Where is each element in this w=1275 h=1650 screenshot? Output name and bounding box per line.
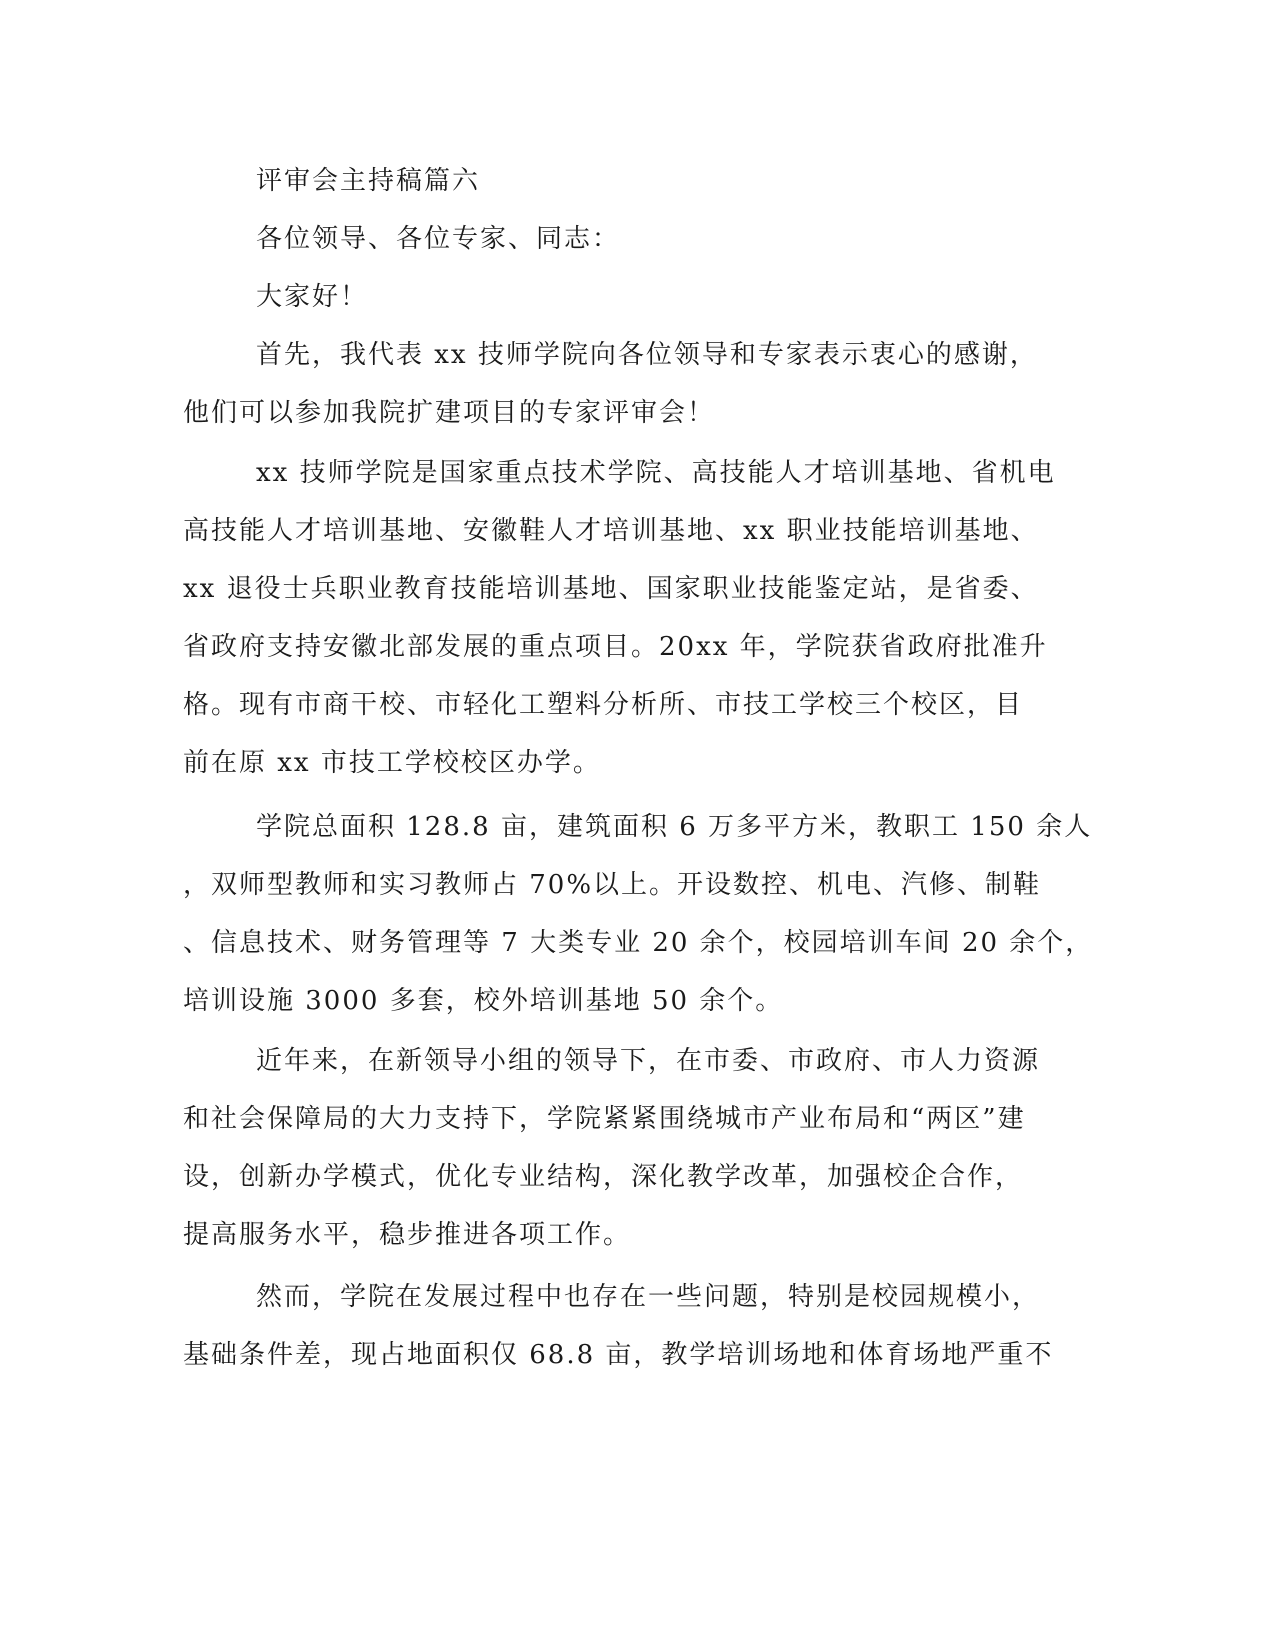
text-line: 格。现有市商干校、市轻化工塑料分析所、市技工学校三个校区，目 <box>183 690 1024 720</box>
text-line: 学院总面积 128.8 亩，建筑面积 6 万多平方米，教职工 150 余人 <box>256 812 1093 842</box>
text-line: 他们可以参加我院扩建项目的专家评审会！ <box>183 398 716 428</box>
text-line: 设，创新办学模式，优化专业结构，深化教学改革，加强校企合作， <box>183 1162 1024 1192</box>
text-line: 然而，学院在发展过程中也存在一些问题，特别是校园规模小， <box>256 1282 1041 1312</box>
text-line: 提高服务水平，稳步推进各项工作。 <box>183 1220 632 1250</box>
text-line: 、信息技术、财务管理等 7 大类专业 20 余个，校园培训车间 20 余个， <box>183 928 1094 958</box>
text-line: 前在原 xx 市技工学校校区办学。 <box>183 748 601 778</box>
text-line: 省政府支持安徽北部发展的重点项目。20xx 年，学院获省政府批准升 <box>183 632 1048 662</box>
text-line: xx 退役士兵职业教育技能培训基地、国家职业技能鉴定站，是省委、 <box>183 574 1039 604</box>
text-line: 基础条件差，现占地面积仅 68.8 亩，教学培训场地和体育场地严重不 <box>183 1340 1054 1370</box>
document-title: 评审会主持稿篇六 <box>256 166 481 196</box>
text-line: ，双师型教师和实习教师占 70%以上。开设数控、机电、汽修、制鞋 <box>183 870 1042 900</box>
text-line: 培训设施 3000 多套，校外培训基地 50 余个。 <box>183 986 784 1016</box>
greeting: 大家好！ <box>256 282 369 312</box>
text-line: 和社会保障局的大力支持下，学院紧紧围绕城市产业布局和“两区”建 <box>183 1104 1026 1134</box>
text-line: xx 技师学院是国家重点技术学院、高技能人才培训基地、省机电 <box>256 458 1056 488</box>
text-line: 高技能人才培训基地、安徽鞋人才培训基地、xx 职业技能培训基地、 <box>183 516 1039 546</box>
salutation: 各位领导、各位专家、同志： <box>256 224 621 254</box>
text-line: 近年来，在新领导小组的领导下，在市委、市政府、市人力资源 <box>256 1046 1041 1076</box>
text-line: 首先，我代表 xx 技师学院向各位领导和专家表示衷心的感谢， <box>256 340 1038 370</box>
